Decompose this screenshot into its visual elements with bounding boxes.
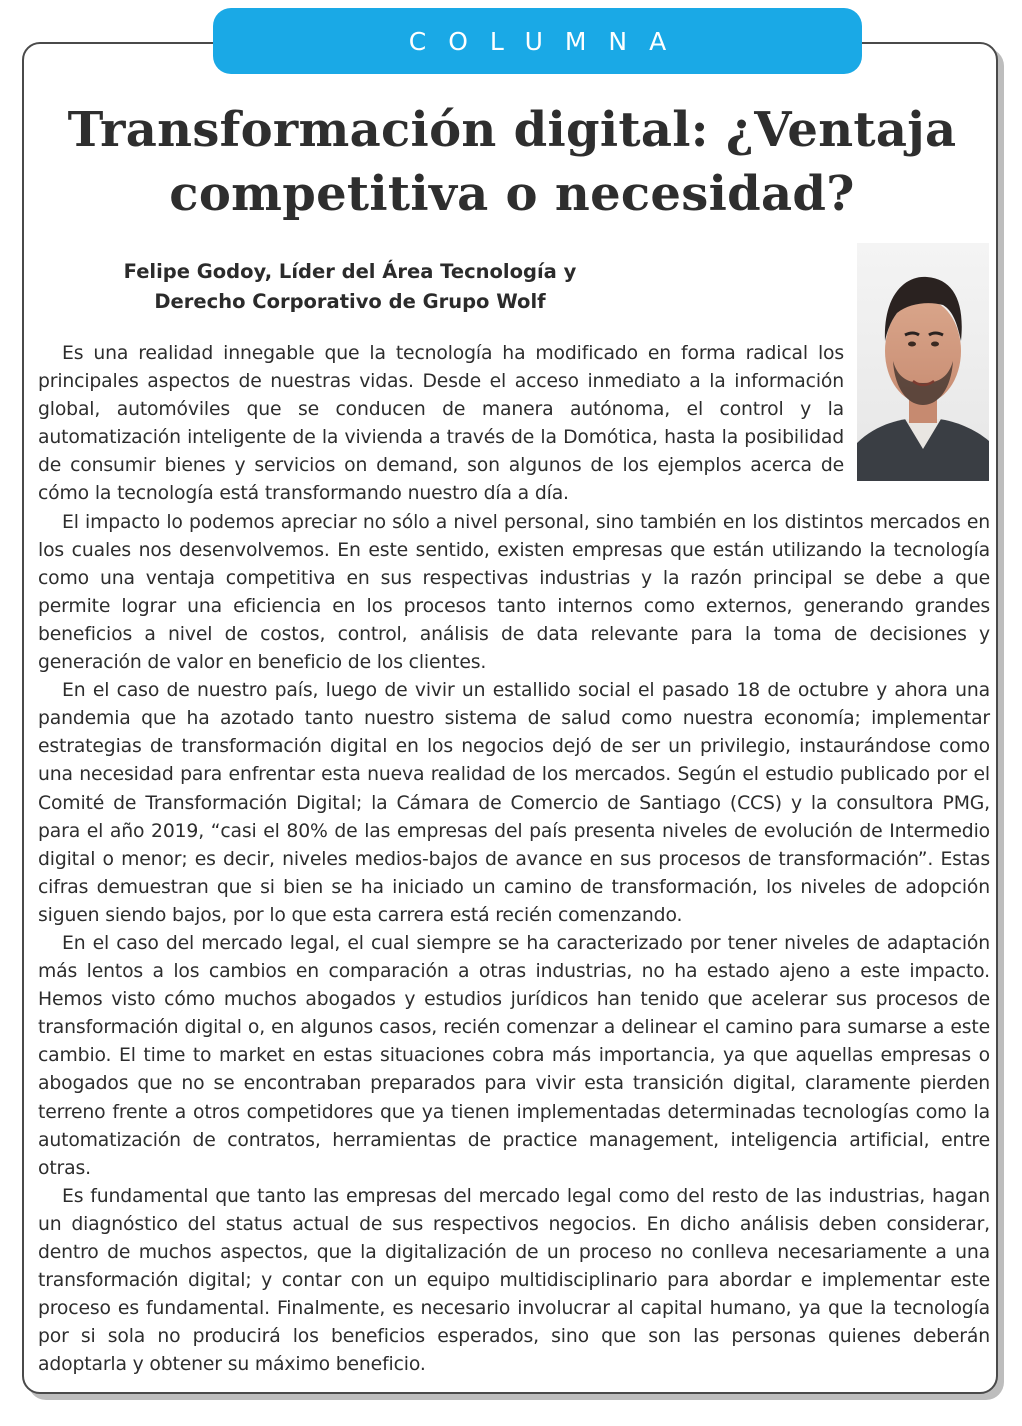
paragraph-1: Es una realidad innegable que la tecnología ha modificado en forma radical los principales aspectos de nuestras vidas. Desde el acceso inmediato a la información global, automóviles que se conducen de manera autónoma, el control y la automatización inteligente de la vivienda a través de la Domótica, hasta la posibilidad de consumir bienes y servicios on demand, son algunos de los ejemplos acerca de cómo la tecnología está transformando nuestro día a día. <box>38 343 844 505</box>
paragraph-2: El impacto lo podemos apreciar no sólo a nivel personal, sino también en los distintos mercados en los cuales nos desenvolvemos. En este sentido, existen empresas que están utilizando la tecnología como una ventaja competitiva en sus respectivas industrias y la razón principal se debe a que permite lograr una eficiencia en los procesos tanto internos como externos, generando grandes beneficios a nivel de costos, control, análisis de data relevante para la toma de decisiones y generación de valor en beneficio de los clientes. <box>38 511 990 674</box>
section-label: COLUMNA <box>213 8 862 74</box>
paragraph-3: En el caso de nuestro país, luego de vivir un estallido social el pasado 18 de octubre y ahora una pandemia que ha azotado tanto nuestro sistema de salud como nuestra economía; implementar estrategias de transformación digital en los negocios dejó de ser un privilegio, instaurándose como una necesidad para enfrentar esta nueva realidad de los mercados. Según el estudio publicado por el Comité de Transformación Digital; la Cámara de Comercio de Santiago (CCS) y la consultora PMG, para el año 2019, “casi el 80% de las empresas del país presenta niveles de evolución de Intermedio digital o menor; es decir, niveles medios-bajos de avance en sus procesos de transformación”. Estas cifras demuestran que si bien se ha iniciado un camino de transformación, los niveles de adopción siguen siendo bajos, por lo que esta carrera está recién comenzando. <box>38 680 990 926</box>
article-body <box>38 340 990 1379</box>
author-byline <box>70 257 630 317</box>
paragraph-4: En el caso del mercado legal, el cual siempre se ha caracterizado por tener niveles de adaptación más lentos a los cambios en comparación a otras industrias, no ha estado ajeno a este impacto. Hemos visto cómo muchos abogados y estudios jurídicos han tenido que acelerar sus procesos de transformación digital o, en algunos casos, recién comenzar a delinear el camino para sumarse a este cambio. El time to market en estas situaciones cobra más importancia, ya que aquellas empresas o abogados que no se encontraban preparados para vivir esta transición digital, claramente pierden terreno frente a otros competidores que ya tienen implementadas determinadas tecnologías como la automatización de contratos, herramientas de practice management, inteligencia artificial, entre otras. <box>38 932 990 1179</box>
paragraph-5: Es fundamental que tanto las empresas del mercado legal como del resto de las industrias, hagan un diagnóstico del status actual de sus respectivos negocios. En dicho análisis deben considerar, dentro de muchos aspectos, que la digitalización de un proceso no conlleva necesariamente a una transformación digital; y contar con un equipo multidisciplinario para abordar e implementar este proceso es fundamental. Finalmente, es necesario involucrar al capital humano, ya que la tecnología por si sola no producirá los beneficios esperados, sino que son las personas quienes deberán adoptarla y obtener su máximo beneficio. <box>38 1185 990 1376</box>
article-title: Transformación digital: ¿Ventaja competitiva o necesidad? <box>67 102 957 222</box>
byline-line-2: Derecho Corporativo de Grupo Wolf <box>154 290 546 313</box>
byline-line-1: Felipe Godoy, Líder del Área Tecnología y <box>123 260 577 283</box>
